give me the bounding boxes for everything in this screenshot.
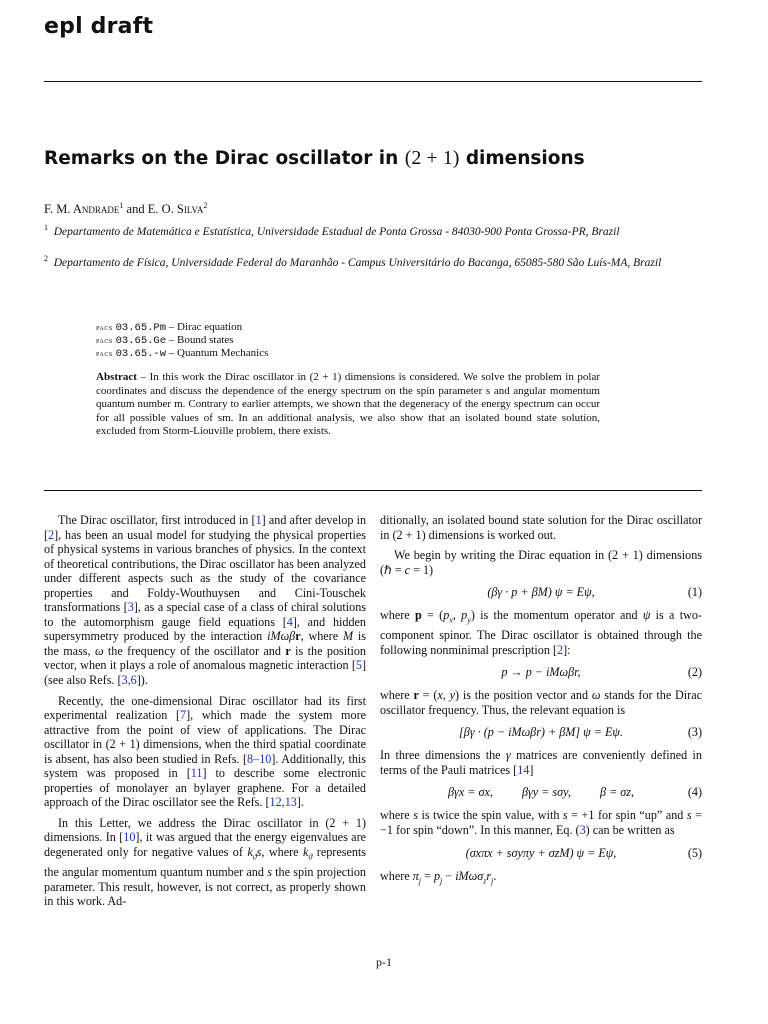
equation-5-body: (σxπx + sσyπy + σzM) ψ = Eψ, xyxy=(465,845,617,860)
pacs-desc: – Bound states xyxy=(168,334,234,346)
equation-4 xyxy=(380,777,702,808)
affiliation-2-sup: 2 xyxy=(44,254,48,264)
abstract xyxy=(96,371,600,439)
body-paragraph: We begin by writing the Dirac equation in (2 + 1) dimensions (ℏ = c = 1) xyxy=(380,548,702,577)
pacs-desc: – Quantum Mechanics xyxy=(168,347,269,359)
title-suffix: dimensions xyxy=(465,148,585,169)
abstract-label: Abstract xyxy=(96,371,137,383)
equation-1-number: (1) xyxy=(687,585,702,600)
body-paragraph: where $p = (p_x$, $p_y$) is the momentum operator and ψ is a two-component spinor. The Dirac oscillator is obtained through the following nonminimal prescription [2]: xyxy=(380,608,702,657)
equation-4b: βγy = sσy, xyxy=(521,785,571,800)
author-1: F. M. Andrade xyxy=(44,202,120,216)
author-2-sup: 2 xyxy=(203,200,208,210)
paper-title xyxy=(44,147,704,170)
body-paragraph: In this Letter, we address the Dirac oscillator in (2 + 1) dimensions. In [10], it was argued that the energy eigenvalues are degenerated only for negative values of $k_ϑs$, where $k_ϑ$ represents the angular momentum quantum number and s the spin projection parameter. This result, however, is not correct, as properly shown in this work. Ad- xyxy=(44,815,367,909)
equation-1-body: (βγ · p + βM) ψ = Eψ, xyxy=(487,585,595,600)
body-paragraph: where $\pi_j = p_j - iM\omega\sigma_zr_j$. xyxy=(380,868,497,885)
header-rule xyxy=(44,81,702,82)
title-math: (2 + 1) xyxy=(404,147,460,169)
affiliation-2 xyxy=(44,256,704,271)
author-1-sup: 1 xyxy=(119,200,124,210)
equation-3-body: [βγ · (p − iMωβr) + βM] ψ = Eψ. xyxy=(459,725,623,740)
body-paragraph: where r = (x, y) is the position vector and ω stands for the Dirac oscillator frequency. Thus, the relevant equation is xyxy=(380,688,703,717)
equation-4-number: (4) xyxy=(687,785,702,800)
equation-3 xyxy=(380,717,702,748)
right-column xyxy=(380,513,702,895)
left-column xyxy=(44,513,366,915)
pacs-label: pacs xyxy=(96,335,113,345)
equation-1 xyxy=(380,577,702,608)
equation-4a: βγx = σx, xyxy=(447,785,493,800)
equation-2 xyxy=(380,657,702,688)
pacs-line-2 xyxy=(96,334,234,348)
pacs-code: 03.65.Pm xyxy=(115,322,167,334)
pacs-line-1 xyxy=(96,321,242,335)
pacs-code: 03.65.Ge xyxy=(115,335,167,347)
body-paragraph: ditionally, an isolated bound state solution for the Dirac oscillator in (2 + 1) dimensions is worked out. xyxy=(380,513,702,542)
body-paragraph: where s is twice the spin value, with s = +1 for spin “up” and s = −1 for spin “down”. In this manner, Eq. (3) can be written as xyxy=(380,808,702,837)
journal-header: epl draft xyxy=(44,14,154,39)
pacs-desc: – Dirac equation xyxy=(168,321,243,333)
title-text: Remarks on the Dirac oscillator in xyxy=(44,148,399,169)
affiliation-1-text: Departamento de Matemática e Estatística, Universidade Estadual de Ponta Grossa - 84030-900 Ponta Grossa-PR, Brazil xyxy=(53,226,620,238)
body-paragraph: The Dirac oscillator, first introduced in [1] and after develop in [2], has been an usual model for studying the physical properties of physical systems in various branches of physics. In the context of theoretical contributions, the Dirac oscillator has been analyzed under different aspects such as the study of the covariance properties and Foldy-Wouthuysen and Cini-Touschek transformations [3], as a special case of a class of chiral solutions to the automorphism gauge field equations [4], and hidden supersymmetry produced by the interaction iMωβr, where M is the mass, ω the frequency of the oscillator and r is the position vector, when it plays a role of anomalous magnetic interaction [5] (see also Refs. [3,6]). xyxy=(44,513,367,688)
equation-3-number: (3) xyxy=(687,725,702,740)
pacs-line-3 xyxy=(96,347,268,361)
author-list xyxy=(44,202,207,217)
affiliation-1 xyxy=(44,225,704,240)
equation-2-number: (2) xyxy=(687,665,702,680)
pacs-label: pacs xyxy=(96,322,113,332)
equation-5-number: (5) xyxy=(687,845,702,860)
body-paragraph: In three dimensions the γ matrices are conveniently defined in terms of the Pauli matrices [14] xyxy=(380,748,702,777)
page-number: p-1 xyxy=(376,955,392,969)
affiliation-2-text: Departamento de Física, Universidade Federal do Maranhão - Campus Universitário do Bacanga, 65085-580 São Luís-MA, Brazil xyxy=(53,257,662,269)
pacs-label: pacs xyxy=(96,348,113,358)
author-and: and xyxy=(126,202,145,216)
affiliation-1-sup: 1 xyxy=(44,223,48,233)
pacs-code: 03.65.-w xyxy=(115,348,167,360)
equation-5 xyxy=(380,838,702,869)
abstract-rule xyxy=(44,490,702,491)
equation-2-body: p → p − iMωβr, xyxy=(501,665,581,680)
body-paragraph: Recently, the one-dimensional Dirac oscillator had its first experimental realization [7], which made the system more attractive from the point of view of applications. The Dirac oscillator in (2 + 1) dimensions, when the third spatial coordinate is absent, has also been studied in Refs. [8–10]. Additionally, this system was proposed in [11] to describe some electronic properties of monolayer an bylayer graphene. For a detailed approach of the Dirac oscillator see the Refs. [12,13]. xyxy=(44,693,366,810)
author-2: E. O. Silva xyxy=(147,202,204,216)
abstract-text: – In this work the Dirac oscillator in (2 + 1) dimensions is considered. We solve the problem in polar coordinates and discuss the dependence of the energy spectrum on the spin parameter s and angular momentum quantum number m. Contrary to earlier attempts, we shown that the degeneracy of the energy spectrum can occur for all possible values of sm. In an additional analysis, we also show that an isolated bound state solution, excluded from Storm-Liouville problem, there exists. xyxy=(96,371,600,438)
equation-4c: β = σz, xyxy=(599,785,634,800)
